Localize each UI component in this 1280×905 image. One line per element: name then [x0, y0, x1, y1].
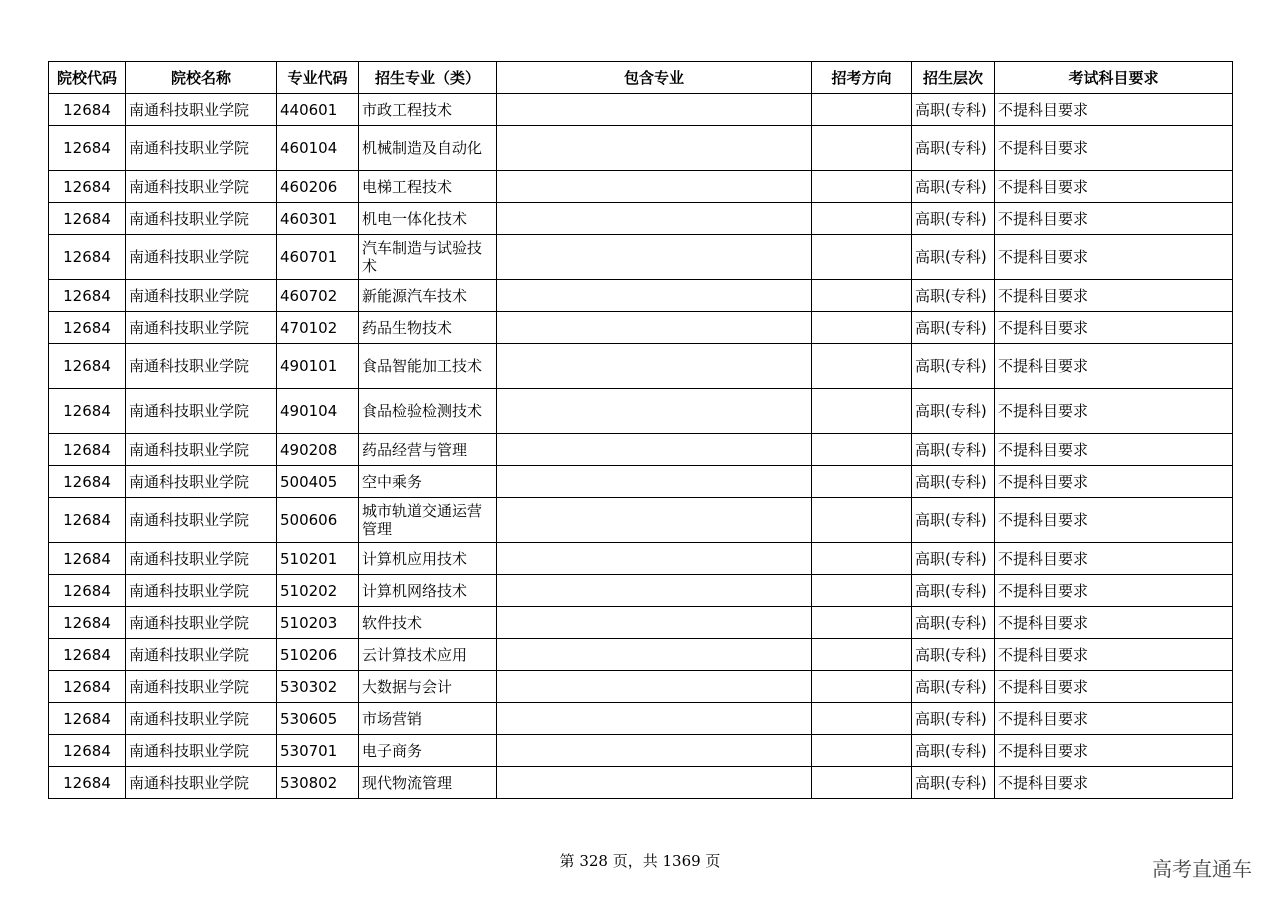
cell-level: 高职(专科)	[912, 203, 995, 235]
cell-includes	[497, 344, 812, 389]
cell-major: 药品生物技术	[359, 312, 497, 344]
cell-requirement: 不提科目要求	[995, 735, 1233, 767]
cell-major: 机械制造及自动化	[359, 126, 497, 171]
cell-school-name: 南通科技职业学院	[126, 94, 277, 126]
cell-school-name: 南通科技职业学院	[126, 575, 277, 607]
cell-direction	[812, 434, 912, 466]
cell-includes	[497, 280, 812, 312]
header-direction: 招考方向	[812, 62, 912, 94]
table-row	[49, 607, 1233, 639]
cell-school-name: 南通科技职业学院	[126, 466, 277, 498]
cell-direction	[812, 94, 912, 126]
header-major: 招生专业（类）	[359, 62, 497, 94]
cell-direction	[812, 466, 912, 498]
cell-level: 高职(专科)	[912, 434, 995, 466]
cell-includes	[497, 171, 812, 203]
admissions-table	[48, 61, 1233, 799]
cell-school-name: 南通科技职业学院	[126, 171, 277, 203]
cell-major: 现代物流管理	[359, 767, 497, 799]
cell-level: 高职(专科)	[912, 735, 995, 767]
table-row	[49, 280, 1233, 312]
header-includes: 包含专业	[497, 62, 812, 94]
cell-includes	[497, 498, 812, 543]
cell-level: 高职(专科)	[912, 389, 995, 434]
cell-major: 市政工程技术	[359, 94, 497, 126]
table-row	[49, 575, 1233, 607]
cell-direction	[812, 389, 912, 434]
table-header-row	[49, 62, 1233, 94]
cell-requirement: 不提科目要求	[995, 203, 1233, 235]
table-row	[49, 203, 1233, 235]
cell-school-name: 南通科技职业学院	[126, 389, 277, 434]
table-row	[49, 466, 1233, 498]
cell-major-code: 530701	[277, 735, 359, 767]
cell-requirement: 不提科目要求	[995, 94, 1233, 126]
cell-major-code: 460702	[277, 280, 359, 312]
cell-includes	[497, 607, 812, 639]
cell-major-code: 530802	[277, 767, 359, 799]
cell-school-code: 12684	[49, 575, 126, 607]
cell-major-code: 490101	[277, 344, 359, 389]
cell-requirement: 不提科目要求	[995, 767, 1233, 799]
cell-requirement: 不提科目要求	[995, 434, 1233, 466]
cell-major-code: 510203	[277, 607, 359, 639]
cell-major-code: 510206	[277, 639, 359, 671]
cell-includes	[497, 735, 812, 767]
cell-major: 空中乘务	[359, 466, 497, 498]
cell-includes	[497, 434, 812, 466]
cell-level: 高职(专科)	[912, 235, 995, 280]
cell-includes	[497, 94, 812, 126]
cell-major-code: 460301	[277, 203, 359, 235]
cell-major-code: 460701	[277, 235, 359, 280]
cell-level: 高职(专科)	[912, 126, 995, 171]
header-school-name: 院校名称	[126, 62, 277, 94]
cell-major: 计算机应用技术	[359, 543, 497, 575]
cell-major: 汽车制造与试验技术	[359, 235, 497, 280]
cell-school-name: 南通科技职业学院	[126, 498, 277, 543]
cell-level: 高职(专科)	[912, 703, 995, 735]
cell-requirement: 不提科目要求	[995, 575, 1233, 607]
cell-requirement: 不提科目要求	[995, 543, 1233, 575]
cell-includes	[497, 389, 812, 434]
cell-direction	[812, 703, 912, 735]
cell-major-code: 490104	[277, 389, 359, 434]
cell-level: 高职(专科)	[912, 280, 995, 312]
cell-major: 计算机网络技术	[359, 575, 497, 607]
cell-major: 电梯工程技术	[359, 171, 497, 203]
cell-major-code: 530605	[277, 703, 359, 735]
cell-school-code: 12684	[49, 312, 126, 344]
cell-school-code: 12684	[49, 434, 126, 466]
cell-major-code: 460206	[277, 171, 359, 203]
cell-level: 高职(专科)	[912, 575, 995, 607]
table-row	[49, 389, 1233, 434]
cell-level: 高职(专科)	[912, 171, 995, 203]
cell-direction	[812, 639, 912, 671]
cell-major-code: 510201	[277, 543, 359, 575]
cell-direction	[812, 344, 912, 389]
cell-direction	[812, 498, 912, 543]
cell-requirement: 不提科目要求	[995, 280, 1233, 312]
cell-school-code: 12684	[49, 498, 126, 543]
cell-includes	[497, 126, 812, 171]
cell-direction	[812, 235, 912, 280]
table-row	[49, 543, 1233, 575]
cell-major-code: 490208	[277, 434, 359, 466]
cell-school-code: 12684	[49, 639, 126, 671]
cell-requirement: 不提科目要求	[995, 171, 1233, 203]
cell-school-name: 南通科技职业学院	[126, 126, 277, 171]
cell-direction	[812, 171, 912, 203]
cell-school-code: 12684	[49, 235, 126, 280]
cell-direction	[812, 543, 912, 575]
cell-school-name: 南通科技职业学院	[126, 703, 277, 735]
table-row	[49, 94, 1233, 126]
cell-major: 城市轨道交通运营管理	[359, 498, 497, 543]
cell-school-name: 南通科技职业学院	[126, 607, 277, 639]
cell-school-code: 12684	[49, 466, 126, 498]
cell-school-name: 南通科技职业学院	[126, 312, 277, 344]
cell-school-code: 12684	[49, 126, 126, 171]
cell-includes	[497, 671, 812, 703]
cell-direction	[812, 575, 912, 607]
cell-includes	[497, 543, 812, 575]
table-row	[49, 639, 1233, 671]
cell-school-code: 12684	[49, 543, 126, 575]
cell-school-code: 12684	[49, 171, 126, 203]
cell-school-name: 南通科技职业学院	[126, 767, 277, 799]
cell-school-name: 南通科技职业学院	[126, 235, 277, 280]
cell-school-name: 南通科技职业学院	[126, 344, 277, 389]
cell-direction	[812, 671, 912, 703]
page-number: 第 328 页，共 1369 页	[559, 852, 721, 870]
cell-level: 高职(专科)	[912, 344, 995, 389]
header-requirement: 考试科目要求	[995, 62, 1233, 94]
cell-includes	[497, 639, 812, 671]
cell-requirement: 不提科目要求	[995, 703, 1233, 735]
cell-major-code: 500606	[277, 498, 359, 543]
cell-level: 高职(专科)	[912, 466, 995, 498]
cell-school-code: 12684	[49, 344, 126, 389]
cell-major-code: 530302	[277, 671, 359, 703]
cell-requirement: 不提科目要求	[995, 607, 1233, 639]
cell-school-name: 南通科技职业学院	[126, 671, 277, 703]
table-row	[49, 767, 1233, 799]
cell-level: 高职(专科)	[912, 94, 995, 126]
cell-school-code: 12684	[49, 280, 126, 312]
cell-school-code: 12684	[49, 671, 126, 703]
cell-school-code: 12684	[49, 703, 126, 735]
cell-school-code: 12684	[49, 607, 126, 639]
cell-major: 食品检验检测技术	[359, 389, 497, 434]
cell-requirement: 不提科目要求	[995, 389, 1233, 434]
cell-level: 高职(专科)	[912, 543, 995, 575]
cell-major: 市场营销	[359, 703, 497, 735]
cell-includes	[497, 312, 812, 344]
cell-direction	[812, 735, 912, 767]
cell-requirement: 不提科目要求	[995, 639, 1233, 671]
cell-includes	[497, 235, 812, 280]
cell-school-name: 南通科技职业学院	[126, 543, 277, 575]
table-row	[49, 126, 1233, 171]
cell-major: 新能源汽车技术	[359, 280, 497, 312]
cell-major: 云计算技术应用	[359, 639, 497, 671]
cell-school-code: 12684	[49, 203, 126, 235]
cell-includes	[497, 203, 812, 235]
table-row	[49, 171, 1233, 203]
cell-requirement: 不提科目要求	[995, 466, 1233, 498]
cell-school-name: 南通科技职业学院	[126, 203, 277, 235]
cell-includes	[497, 767, 812, 799]
cell-major-code: 460104	[277, 126, 359, 171]
cell-school-name: 南通科技职业学院	[126, 280, 277, 312]
cell-includes	[497, 575, 812, 607]
cell-requirement: 不提科目要求	[995, 498, 1233, 543]
cell-school-code: 12684	[49, 735, 126, 767]
cell-major-code: 510202	[277, 575, 359, 607]
header-level: 招生层次	[912, 62, 995, 94]
table-row	[49, 671, 1233, 703]
cell-school-code: 12684	[49, 389, 126, 434]
cell-major-code: 500405	[277, 466, 359, 498]
watermark-logo: 高考直通车	[1152, 857, 1252, 881]
table-row	[49, 735, 1233, 767]
cell-major-code: 470102	[277, 312, 359, 344]
cell-includes	[497, 703, 812, 735]
cell-level: 高职(专科)	[912, 312, 995, 344]
cell-requirement: 不提科目要求	[995, 344, 1233, 389]
cell-direction	[812, 280, 912, 312]
cell-requirement: 不提科目要求	[995, 235, 1233, 280]
table-row	[49, 434, 1233, 466]
cell-level: 高职(专科)	[912, 767, 995, 799]
cell-requirement: 不提科目要求	[995, 312, 1233, 344]
cell-school-name: 南通科技职业学院	[126, 735, 277, 767]
cell-major: 食品智能加工技术	[359, 344, 497, 389]
cell-direction	[812, 607, 912, 639]
table-row	[49, 312, 1233, 344]
cell-level: 高职(专科)	[912, 639, 995, 671]
cell-school-code: 12684	[49, 94, 126, 126]
cell-includes	[497, 466, 812, 498]
header-school-code: 院校代码	[49, 62, 126, 94]
table-row	[49, 235, 1233, 280]
cell-major: 软件技术	[359, 607, 497, 639]
cell-direction	[812, 203, 912, 235]
header-major-code: 专业代码	[277, 62, 359, 94]
cell-major-code: 440601	[277, 94, 359, 126]
cell-school-code: 12684	[49, 767, 126, 799]
cell-major: 机电一体化技术	[359, 203, 497, 235]
cell-level: 高职(专科)	[912, 498, 995, 543]
cell-requirement: 不提科目要求	[995, 671, 1233, 703]
table-row	[49, 703, 1233, 735]
cell-direction	[812, 312, 912, 344]
cell-major: 电子商务	[359, 735, 497, 767]
cell-school-name: 南通科技职业学院	[126, 639, 277, 671]
cell-school-name: 南通科技职业学院	[126, 434, 277, 466]
cell-requirement: 不提科目要求	[995, 126, 1233, 171]
cell-major: 大数据与会计	[359, 671, 497, 703]
table-row	[49, 498, 1233, 543]
table-row	[49, 344, 1233, 389]
cell-direction	[812, 126, 912, 171]
cell-level: 高职(专科)	[912, 607, 995, 639]
cell-major: 药品经营与管理	[359, 434, 497, 466]
cell-level: 高职(专科)	[912, 671, 995, 703]
cell-direction	[812, 767, 912, 799]
